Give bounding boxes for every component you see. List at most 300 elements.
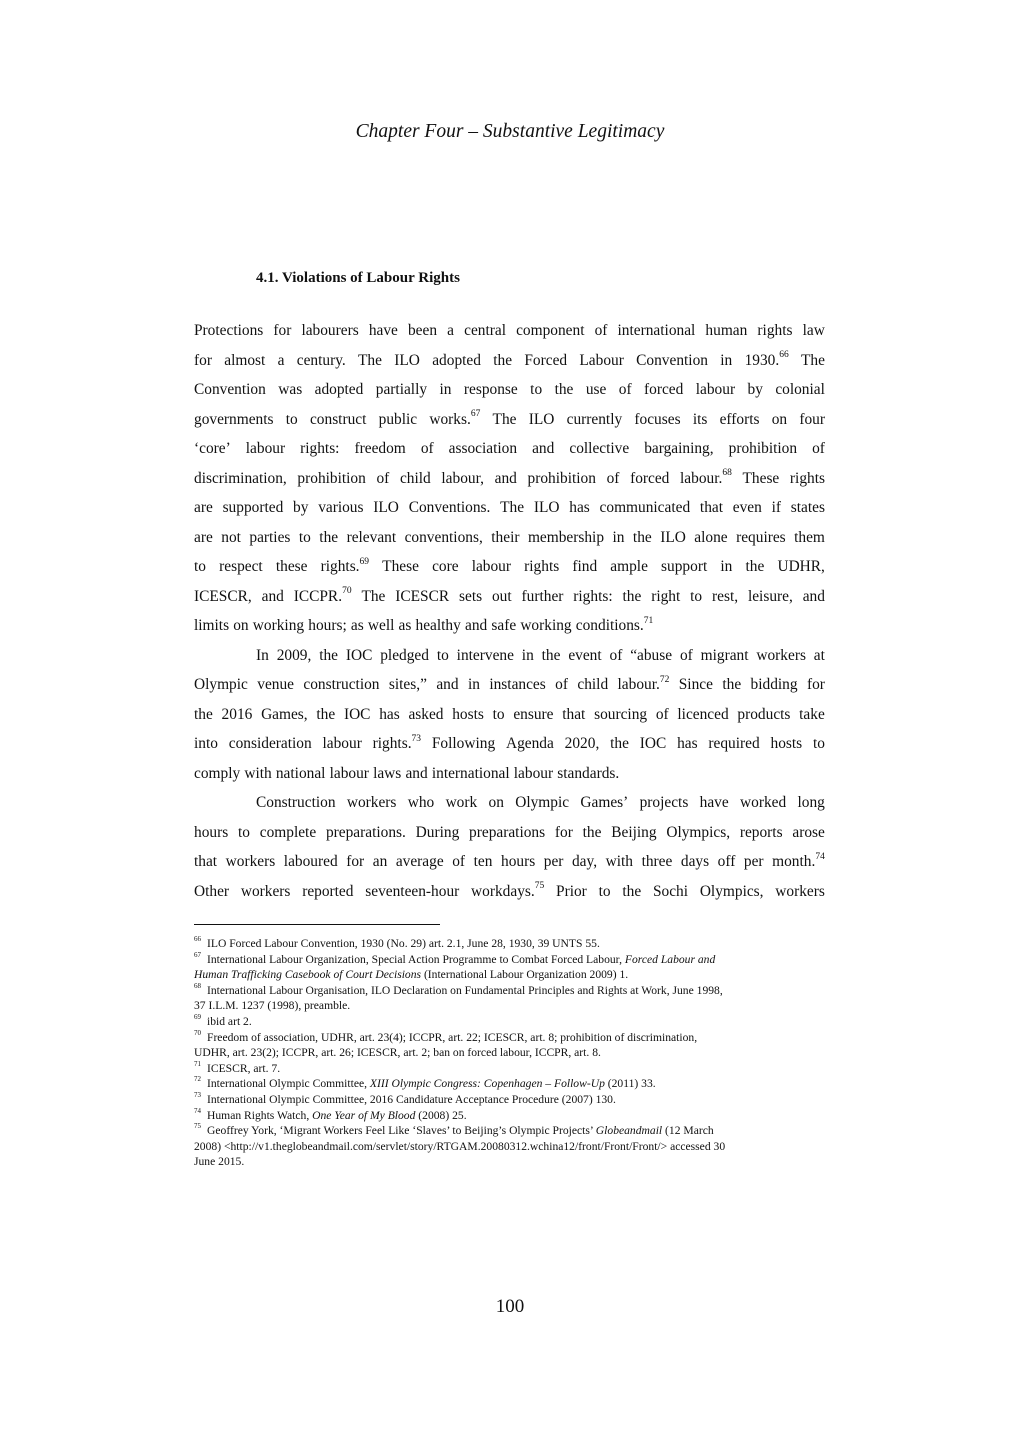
footnote-75-cont2: June 2015.: [194, 1155, 245, 1169]
word: rights:: [573, 587, 613, 605]
word: governments: [194, 410, 274, 428]
footnote-72: $^{72}$ International Olympic Committee, XIII Olympic Congress: Copenhagen – Follow-Up (2011) 33.: [194, 1075, 656, 1091]
word: who: [407, 794, 435, 811]
word: national: [275, 764, 326, 782]
word: ILO: [373, 499, 399, 516]
word: hours: [194, 823, 229, 841]
word: Conventions.: [408, 499, 491, 516]
word: partially: [375, 381, 428, 398]
word: Convention: [636, 351, 708, 369]
word: products: [737, 705, 791, 723]
word: labour: [513, 764, 554, 782]
word: hours: [501, 853, 536, 870]
word: with: [244, 764, 272, 782]
word: workers: [346, 794, 397, 811]
text-line: Other workers reported seventeen-hour workdays.$^{75}$ Prior to the Sochi Olympics, workers: [194, 877, 825, 907]
word: collective: [569, 440, 630, 457]
text-line: [194, 434, 825, 464]
word: the: [541, 646, 561, 664]
word: use: [585, 381, 607, 398]
word: per: [543, 853, 564, 870]
word: as: [350, 617, 364, 634]
word: focuses: [634, 410, 681, 428]
footnote-ref[interactable]: 71: [643, 615, 654, 626]
word: asked: [408, 705, 444, 723]
word: days: [680, 853, 710, 870]
word: them: [794, 528, 825, 546]
word: the: [554, 381, 574, 398]
word: in: [720, 351, 733, 369]
word: for: [554, 823, 573, 841]
word: are: [194, 528, 213, 546]
word: are: [194, 499, 213, 516]
word: During: [415, 823, 460, 841]
word: in: [439, 381, 452, 398]
footnote-74: $^{74}$ Human Rights Watch, One Year of My Blood (2008) 25.: [194, 1106, 467, 1122]
footnote-66: $^{66}$ ILO Forced Labour Convention, 1930 (No. 29) art. 2.1, June 28, 1930, 39 UNTS 55.: [194, 935, 600, 950]
word: respect: [219, 558, 263, 575]
word: on: [488, 794, 504, 811]
word: the: [319, 646, 338, 664]
word: long: [797, 794, 825, 811]
word: on: [771, 410, 788, 428]
word: the: [316, 705, 336, 723]
word: Prior: [556, 882, 587, 900]
word: arose: [792, 823, 825, 841]
footnote-ref[interactable]: 74: [815, 851, 825, 862]
word: not: [221, 528, 241, 546]
word: ‘core’: [194, 440, 231, 457]
word: with: [605, 853, 633, 870]
word: alone: [694, 528, 728, 546]
word: and: [494, 469, 517, 487]
body-text: [194, 316, 825, 906]
word: membership: [527, 528, 605, 546]
word: efforts: [719, 410, 760, 428]
word: take: [799, 705, 825, 723]
word: to: [285, 410, 298, 428]
footnote-75: $^{75}$ Geoffrey York, ‘Migrant Workers Feel Like ‘Slaves’ to Beijing’s Olympic Projects’ Globeandmail (12 March: [194, 1122, 714, 1138]
footnote-ref[interactable]: 66: [779, 350, 789, 361]
text-line: [194, 759, 825, 789]
footnote-ref[interactable]: 73: [411, 733, 422, 744]
word: the: [582, 823, 602, 841]
word: as: [398, 617, 412, 634]
word: central: [464, 322, 506, 339]
word: prohibition: [728, 440, 798, 457]
word: response: [463, 381, 518, 398]
word: bargaining,: [644, 440, 714, 457]
word: labour: [695, 381, 736, 398]
word: the: [632, 528, 652, 546]
word: Construction: [256, 794, 336, 811]
word: ILO: [394, 351, 420, 369]
word: in: [720, 558, 733, 575]
word: rights: [524, 558, 560, 575]
word: average: [395, 853, 444, 870]
word: that: [194, 853, 218, 870]
word: construct: [309, 410, 367, 428]
word: further: [521, 587, 564, 605]
word: colonial: [775, 381, 825, 398]
word: prohibition: [527, 469, 596, 487]
word: limits: [194, 617, 230, 634]
footnote-67: $^{67}$ International Labour Organization, Special Action Programme to Combat Forced Labour, Forced Labour and: [194, 950, 716, 966]
word: has: [569, 499, 590, 516]
footnote-73: $^{73}$ International Olympic Committee, 2016 Candidature Acceptance Procedure (2007) 130.: [194, 1091, 616, 1106]
text-line: [194, 493, 825, 523]
word: has: [677, 735, 698, 752]
footnote-75-cont: 2008) <http://v1.theglobeandmail.com/servlet/story/RTGAM.20080312.wchina12/front/Front/Front/> accessed 30: [194, 1139, 726, 1153]
chapter-header: Chapter Four – Substantive Legitimacy: [355, 121, 665, 142]
word: labourers: [301, 322, 359, 339]
word: requires: [736, 528, 786, 546]
word: and: [464, 617, 488, 634]
word: working: [252, 617, 305, 634]
word: 2020,: [564, 735, 600, 752]
word: right: [651, 587, 681, 605]
word: “abuse: [630, 646, 673, 664]
word: various: [318, 499, 364, 516]
word: intervene: [456, 646, 514, 664]
word: to: [492, 705, 505, 723]
word: instances: [489, 676, 546, 693]
word: consideration: [228, 735, 312, 752]
text-line: ICESCR, and ICCPR.$^{70}$ The ICESCR sets out further rights: the right to rest, leisure, and: [194, 582, 825, 612]
text-line: into consideration labour rights.$^{73}$ Following Agenda 2020, the IOC has required hosts to: [194, 729, 825, 759]
word: to: [812, 735, 825, 752]
word: workers: [240, 882, 291, 900]
word: labour: [245, 440, 286, 457]
word: forced: [630, 469, 670, 487]
word: that: [699, 499, 724, 516]
footnote-69: $^{69}$ ibid art 2.: [194, 1013, 252, 1028]
word: the: [319, 528, 339, 546]
word: to: [436, 646, 449, 664]
footnotes: [194, 936, 834, 1170]
page-number: 100: [495, 1296, 525, 1317]
word: adopted: [432, 351, 481, 369]
word: ensure: [513, 705, 554, 723]
word: These: [382, 558, 419, 575]
footnote-ref[interactable]: 68: [722, 468, 732, 479]
word: adopted: [314, 381, 364, 398]
word: of: [376, 469, 390, 487]
word: the: [622, 587, 642, 605]
word: parties: [249, 528, 291, 546]
word: of: [594, 322, 608, 339]
word: of: [618, 381, 632, 398]
word: of: [452, 853, 466, 870]
word: to: [598, 882, 611, 900]
word: Games’: [580, 794, 629, 811]
word: rights: [789, 469, 825, 487]
word: ILO: [528, 410, 555, 428]
word: an: [372, 853, 388, 870]
word: of: [655, 705, 669, 723]
word: ample: [610, 558, 648, 575]
word: into: [194, 735, 218, 752]
word: labour: [329, 764, 369, 782]
word: reported: [302, 882, 354, 900]
word: preparations: [469, 823, 546, 841]
word: was: [278, 381, 303, 398]
word: currently: [566, 410, 623, 428]
word: per: [743, 853, 764, 870]
word: Games,: [261, 705, 308, 723]
word: have: [368, 322, 398, 339]
text-line: [194, 641, 825, 671]
word: association: [448, 440, 518, 457]
word: Olympic: [515, 794, 570, 811]
word: child: [577, 676, 609, 693]
text-line: [194, 375, 825, 405]
word: rights: [757, 322, 793, 339]
word: the: [622, 882, 642, 900]
word: relevant: [346, 528, 397, 546]
word: and: [436, 676, 459, 693]
word: conventions,: [404, 528, 483, 546]
word: a: [277, 351, 285, 369]
word: reports: [739, 823, 783, 841]
text-line: [194, 788, 825, 818]
word: ICESCR: [395, 587, 450, 605]
word: and: [405, 764, 428, 782]
word: has: [379, 705, 400, 723]
word: laboured: [283, 853, 338, 870]
word: sets: [459, 587, 483, 605]
word: Convention: [194, 381, 266, 398]
word: pledged: [380, 646, 429, 664]
word: comply: [194, 764, 241, 782]
word: and: [532, 440, 555, 457]
footnote-70-cont: UDHR, art. 23(2); ICCPR, art. 26; ICESCR, art. 2; ban on forced labour, ICCPR, art. 8.: [194, 1046, 601, 1060]
footnote-separator: [194, 924, 440, 925]
word: in: [521, 646, 534, 664]
word: three: [641, 853, 673, 870]
word: supported: [222, 499, 284, 516]
footnote-ref[interactable]: 75: [534, 881, 545, 892]
word: the: [745, 558, 765, 575]
word: discrimination,: [194, 469, 287, 487]
word: at: [813, 646, 825, 664]
word: The: [500, 499, 525, 516]
word: leisure,: [747, 587, 793, 605]
word: IOC: [345, 646, 373, 664]
word: find: [572, 558, 598, 575]
word: Agenda: [505, 735, 554, 752]
word: a: [447, 322, 454, 339]
word: Following: [431, 735, 496, 752]
word: almost: [224, 351, 266, 369]
word: in: [467, 676, 480, 693]
word: The: [361, 587, 386, 605]
word: 2009,: [276, 646, 312, 664]
word: seventeen-hour: [365, 882, 460, 900]
word: by: [747, 381, 763, 398]
word: the: [493, 351, 513, 369]
word: rights:: [300, 440, 340, 457]
word: for: [194, 351, 212, 369]
word: workers: [225, 853, 276, 870]
word: workers: [756, 646, 806, 664]
footnote-70: $^{70}$ Freedom of association, UDHR, art. 23(4); ICCPR, art. 22; ICESCR, art. 8; prohibition of discrimination,: [194, 1028, 698, 1044]
word: ILO: [660, 528, 686, 546]
word: IOC: [639, 735, 667, 752]
word: to: [194, 558, 206, 575]
footnote-68: $^{68}$ International Labour Organisation, ILO Declaration on Fundamental Principles and Rights at Work, June 1998,: [194, 981, 723, 997]
word: child: [399, 469, 431, 487]
word: workers: [775, 882, 825, 900]
word: work: [445, 794, 478, 811]
word: Beijing: [611, 823, 657, 841]
word: laws: [373, 764, 402, 782]
word: standards.: [557, 764, 620, 782]
word: migrant: [700, 646, 749, 664]
word: UDHR,: [777, 558, 825, 575]
word: bidding: [750, 676, 798, 693]
word: complete: [259, 823, 317, 841]
word: projects: [639, 794, 689, 811]
word: out: [491, 587, 512, 605]
text-line: discrimination, prohibition of child labour, and prohibition of forced labour.$^{68}$ These rights: [194, 464, 825, 494]
word: law: [802, 322, 825, 339]
word: hours;: [308, 617, 347, 634]
word: The: [492, 410, 517, 428]
word: of: [606, 469, 620, 487]
word: ILO: [533, 499, 560, 516]
word: century.: [296, 351, 346, 369]
word: of: [679, 646, 693, 664]
text-line: [194, 523, 825, 553]
text-line: to respect these rights.$^{69}$ These core labour rights find ample support in the UDHR,: [194, 552, 825, 582]
word: to: [298, 528, 311, 546]
word: by: [293, 499, 309, 516]
word: of: [555, 676, 568, 693]
footnote-ref[interactable]: 72: [659, 674, 670, 685]
word: for: [806, 676, 825, 693]
word: to: [237, 823, 250, 841]
word: licenced: [677, 705, 729, 723]
word: to: [690, 587, 703, 605]
word: its: [692, 410, 708, 428]
word: The: [358, 351, 382, 369]
word: Other: [194, 882, 230, 900]
footnote-ref[interactable]: 70: [342, 586, 352, 597]
word: Olympics,: [666, 823, 731, 841]
word: Protections: [194, 322, 264, 339]
word: 2016: [221, 705, 253, 723]
word: healthy: [415, 617, 461, 634]
word: freedom: [354, 440, 406, 457]
word: prohibition: [297, 469, 366, 487]
word: labour: [322, 735, 362, 752]
footnote-ref[interactable]: 69: [359, 556, 370, 567]
word: ten: [473, 853, 493, 870]
word: forced: [644, 381, 684, 398]
word: IOC: [343, 705, 371, 723]
word: four: [799, 410, 825, 428]
word: been: [407, 322, 438, 339]
word: sourcing: [594, 705, 648, 723]
text-line: [194, 316, 825, 346]
word: event: [568, 646, 602, 664]
word: Labour: [579, 351, 624, 369]
word: Since: [678, 676, 713, 693]
word: rest,: [712, 587, 739, 605]
word: Olympic: [194, 676, 248, 693]
word: hosts: [452, 705, 484, 723]
word: the: [610, 735, 629, 752]
word: of: [609, 646, 623, 664]
section-heading: 4.1. Violations of Labour Rights: [256, 270, 460, 286]
text-line: [194, 818, 825, 848]
word: states: [790, 499, 825, 516]
word: of: [420, 440, 434, 457]
word: even: [732, 499, 762, 516]
word: component: [516, 322, 585, 339]
word: for: [273, 322, 292, 339]
word: support: [661, 558, 708, 575]
word: off: [717, 853, 736, 870]
word: to: [530, 381, 543, 398]
word: in: [612, 528, 625, 546]
word: Forced: [524, 351, 568, 369]
word: communicated: [599, 499, 691, 516]
word: these: [275, 558, 308, 575]
word: international: [617, 322, 696, 339]
word: venue: [257, 676, 295, 693]
word: In: [256, 646, 269, 664]
word: Sochi: [652, 882, 689, 900]
word: their: [491, 528, 520, 546]
word: labour,: [441, 469, 484, 487]
word: if: [771, 499, 782, 516]
word: the: [722, 676, 742, 693]
text-line: [194, 700, 825, 730]
footnote-68-cont: 37 I.L.M. 1237 (1998), preamble.: [194, 999, 351, 1013]
text-line: for almost a century. The ILO adopted the Forced Labour Convention in 1930.66 The: [194, 346, 825, 376]
word: preparations.: [325, 823, 406, 841]
word: construction: [303, 676, 380, 693]
word: day,: [571, 853, 598, 870]
word: have: [699, 794, 729, 811]
word: ICESCR,: [194, 587, 252, 605]
word: safe: [491, 617, 517, 634]
word: international: [431, 764, 510, 782]
word: public: [378, 410, 418, 428]
word: and: [802, 587, 825, 605]
word: well: [367, 617, 395, 634]
word: worked: [740, 794, 787, 811]
word: and: [261, 587, 284, 605]
text-line: limits on working hours; as well as healthy and safe working conditions.$^{71}$: [194, 611, 825, 641]
word: for: [346, 853, 365, 870]
word: sites,”: [388, 676, 427, 693]
word: the: [194, 705, 213, 723]
word: required: [708, 735, 760, 752]
word: on: [233, 617, 249, 634]
word: Olympics,: [699, 882, 764, 900]
word: working: [520, 617, 572, 634]
footnote-71: $^{71}$ ICESCR, art. 7.: [194, 1059, 281, 1075]
footnote-ref[interactable]: 67: [470, 409, 481, 420]
footnote-67-cont: Human Trafficking Casebook of Court Decisions (International Labour Organization 2009) 1.: [194, 968, 629, 982]
word: that: [562, 705, 586, 723]
text-line: that workers laboured for an average of ten hours per day, with three days off per month.$^{74}$: [194, 847, 825, 877]
text-line: Olympic venue construction sites,” and in instances of child labour.$^{72}$ Since the bidding for: [194, 670, 825, 700]
word: of: [812, 440, 825, 457]
